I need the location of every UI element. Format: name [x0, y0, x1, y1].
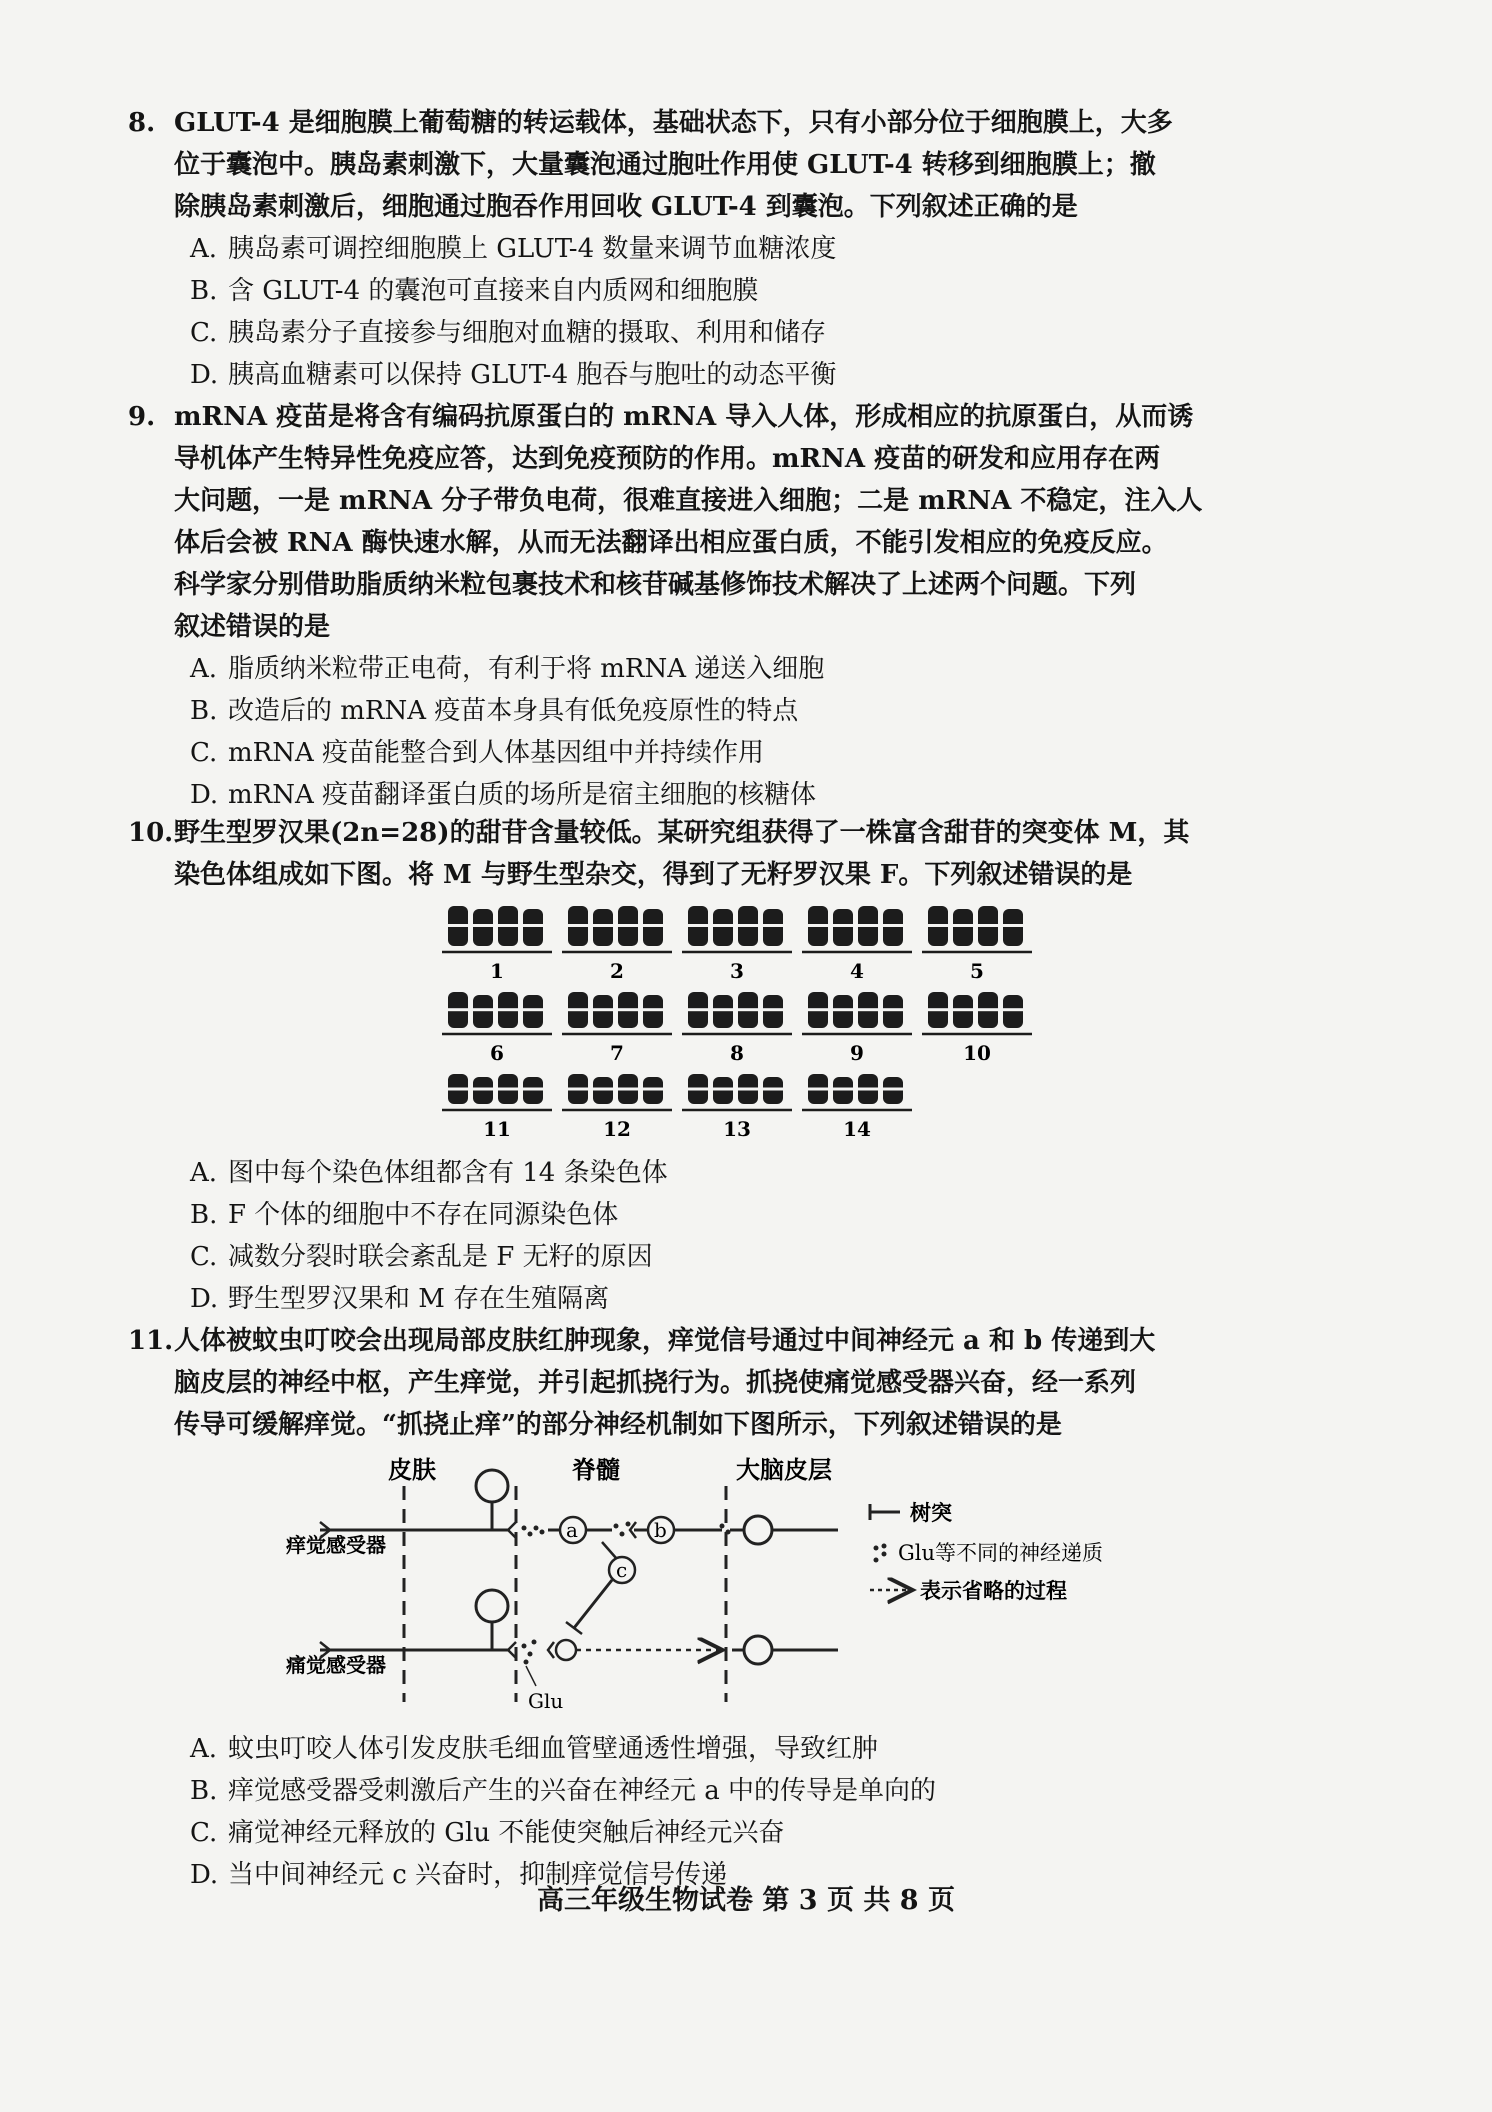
centromere	[447, 1008, 469, 1011]
centromere	[857, 1008, 879, 1011]
question-stem-line: 除胰岛素刺激后，细胞通过胞吞作用回收 GLUT-4 到囊泡。下列叙述正确的是	[174, 192, 1078, 222]
chromosome-number-label: 8	[730, 1041, 744, 1065]
centromere	[712, 1008, 734, 1011]
centromere	[567, 1008, 589, 1011]
centromere	[927, 1008, 949, 1011]
centromere	[952, 1008, 974, 1011]
option-d: D. 胰高血糖素可以保持 GLUT-4 胞吞与胞吐的动态平衡	[190, 360, 837, 390]
centromere	[882, 1088, 904, 1091]
axon-c-terminal	[566, 1622, 582, 1634]
question-stem-line: 脑皮层的神经中枢，产生痒觉，并引起抓挠行为。抓挠使痛觉感受器兴奋，经一系列	[174, 1368, 1137, 1398]
centromere	[762, 1088, 784, 1091]
centromere	[687, 1008, 709, 1011]
page-footer: 高三年级生物试卷 第 3 页 共 8 页	[537, 1885, 955, 1916]
centromere	[522, 924, 544, 927]
centromere	[1002, 924, 1024, 927]
chromosome-number-label: 5	[970, 959, 984, 983]
question-number: 11.	[128, 1326, 174, 1356]
terminal-icon	[508, 1522, 516, 1538]
chromosome	[643, 995, 663, 1028]
question-stem-line: 位于囊泡中。胰岛素刺激下，大量囊泡通过胞吐作用使 GLUT-4 转移到细胞膜上；撤	[174, 150, 1156, 180]
neuron-b-label: b	[654, 1518, 667, 1542]
centromere	[762, 1008, 784, 1011]
chromosome-group-3	[682, 906, 792, 983]
glu-pointer	[526, 1666, 536, 1686]
option-c: C. 痛觉神经元释放的 Glu 不能使突触后神经元兴奋	[190, 1818, 785, 1848]
chromosome-group-10	[922, 992, 1032, 1065]
question-10	[128, 812, 1308, 896]
chromosome-group-11	[442, 1074, 552, 1141]
question-stem-line: 叙述错误的是	[174, 612, 331, 642]
chromosome	[643, 909, 663, 946]
chromosome-number-label: 10	[963, 1041, 991, 1065]
option-b: B. F 个体的细胞中不存在同源染色体	[190, 1200, 619, 1230]
option-a: A. 脂质纳米粒带正电荷，有利于将 mRNA 递送入细胞	[190, 654, 825, 684]
chromosome-group-5	[922, 906, 1032, 983]
centromere	[807, 924, 829, 927]
itch-neuron-soma	[476, 1470, 508, 1502]
centromere	[497, 1088, 519, 1091]
chromosome	[953, 995, 973, 1028]
chromosome	[1003, 909, 1023, 946]
centromere	[977, 924, 999, 927]
question-11	[128, 1320, 1308, 1446]
option-d: D. 当中间神经元 c 兴奋时，抑制痒觉信号传递	[190, 1860, 728, 1890]
question-10-options	[128, 1152, 1308, 1320]
chromosome-group-7	[562, 992, 672, 1065]
centromere	[592, 1088, 614, 1091]
option-b: B. 痒觉感受器受刺激后产生的兴奋在神经元 a 中的传导是单向的	[190, 1776, 937, 1806]
question-stem-line: mRNA 疫苗是将含有编码抗原蛋白的 mRNA 导入人体，形成相应的抗原蛋白，从而诱	[174, 402, 1194, 432]
neuron-c-label: c	[616, 1558, 628, 1582]
centromere	[832, 924, 854, 927]
chromosome-group-6	[442, 992, 552, 1065]
option-a: A. 胰岛素可调控细胞膜上 GLUT-4 数量来调节血糖浓度	[190, 234, 837, 264]
spinal-pain-neuron	[556, 1640, 576, 1660]
axon-c	[574, 1580, 612, 1628]
chromosome	[593, 995, 613, 1028]
option-c: C. mRNA 疫苗能整合到人体基因组中并持续作用	[190, 738, 765, 768]
chromosome-group-1	[442, 906, 552, 983]
legend-omitted-process: 表示省略的过程	[920, 1578, 1067, 1603]
chromosome	[473, 909, 493, 946]
question-stem-line: 人体被蚊虫叮咬会出现局部皮肤红肿现象，痒觉信号通过中间神经元 a 和 b 传递到大	[174, 1326, 1156, 1356]
chromosome	[833, 909, 853, 946]
question-9	[128, 396, 1308, 816]
synapse-bracket	[548, 1642, 554, 1658]
centromere	[472, 924, 494, 927]
centromere	[712, 924, 734, 927]
centromere	[617, 924, 639, 927]
chromosome	[953, 909, 973, 946]
region-label-spinal-cord: 脊髓	[572, 1455, 620, 1484]
option-c: C. 胰岛素分子直接参与细胞对血糖的摄取、利用和储存	[190, 318, 827, 348]
chromosome-number-label: 13	[723, 1117, 751, 1141]
chromosome-number-label: 12	[603, 1117, 631, 1141]
question-stem-line: 染色体组成如下图。将 M 与野生型杂交，得到了无籽罗汉果 F。下列叙述错误的是	[174, 860, 1133, 890]
question-number: 8.	[128, 108, 156, 138]
pain-receptor-label: 痛觉感受器	[286, 1653, 386, 1677]
chromosome	[883, 995, 903, 1028]
chromosome-group-12	[562, 1074, 672, 1141]
centromere	[592, 1008, 614, 1011]
itch-receptor-label: 痒觉感受器	[286, 1533, 386, 1557]
question-stem-line: 野生型罗汉果(2n=28)的甜苷含量较低。某研究组获得了一株富含甜苷的突变体 M，其	[174, 818, 1190, 848]
centromere	[567, 924, 589, 927]
karyotype-figure	[420, 898, 1040, 1144]
centromere	[882, 924, 904, 927]
pain-neuron-soma	[476, 1590, 508, 1622]
centromere	[952, 924, 974, 927]
centromere	[522, 1008, 544, 1011]
centromere	[472, 1088, 494, 1091]
chromosome-number-label: 2	[610, 959, 624, 983]
neural-mechanism-diagram	[270, 1452, 1170, 1710]
chromosome-number-label: 9	[850, 1041, 864, 1065]
neuron-a-label: a	[566, 1518, 578, 1542]
centromere	[737, 1088, 759, 1091]
centromere	[472, 1008, 494, 1011]
question-stem-line: 导机体产生特异性免疫应答，达到免疫预防的作用。mRNA 疫苗的研发和应用存在两	[174, 444, 1161, 474]
cortex-neuron-itch	[744, 1516, 772, 1544]
question-number: 9.	[128, 402, 156, 432]
chromosome	[523, 995, 543, 1028]
centromere	[497, 1008, 519, 1011]
centromere	[832, 1008, 854, 1011]
centromere	[1002, 1008, 1024, 1011]
cortex-neuron-pain	[744, 1636, 772, 1664]
centromere	[857, 924, 879, 927]
centromere	[737, 924, 759, 927]
glu-label: Glu	[528, 1689, 564, 1710]
centromere	[522, 1088, 544, 1091]
centromere	[762, 924, 784, 927]
question-stem-line: GLUT-4 是细胞膜上葡萄糖的转运载体，基础状态下，只有小部分位于细胞膜上，大多	[174, 108, 1173, 138]
chromosome-group-8	[682, 992, 792, 1065]
chromosome-group-4	[802, 906, 912, 983]
chromosome-number-label: 14	[843, 1117, 871, 1141]
option-b: B. 含 GLUT-4 的囊泡可直接来自内质网和细胞膜	[190, 276, 759, 306]
centromere	[617, 1088, 639, 1091]
centromere	[447, 924, 469, 927]
chromosome-number-label: 7	[610, 1041, 624, 1065]
question-stem-line: 体后会被 RNA 酶快速水解，从而无法翻译出相应蛋白质，不能引发相应的免疫反应。	[174, 528, 1168, 558]
chromosome-group-2	[562, 906, 672, 983]
question-stem-line: 大问题，一是 mRNA 分子带负电荷，很难直接进入细胞；二是 mRNA 不稳定，注入人	[174, 486, 1203, 516]
chromosome-group-14	[802, 1074, 912, 1141]
centromere	[737, 1008, 759, 1011]
chromosome	[473, 995, 493, 1028]
centromere	[642, 1008, 664, 1011]
centromere	[497, 924, 519, 927]
centromere	[927, 924, 949, 927]
option-c: C. 减数分裂时联会紊乱是 F 无籽的原因	[190, 1242, 653, 1272]
option-b: B. 改造后的 mRNA 疫苗本身具有低免疫原性的特点	[190, 696, 799, 726]
chromosome	[1003, 995, 1023, 1028]
option-a: A. 蚊虫叮咬人体引发皮肤毛细血管壁通透性增强，导致红肿	[190, 1734, 879, 1764]
centromere	[882, 1008, 904, 1011]
chromosome	[593, 909, 613, 946]
legend-dendrite: 树突	[910, 1500, 952, 1525]
question-8	[128, 102, 1308, 396]
c-to-a-link	[602, 1542, 616, 1558]
centromere	[687, 924, 709, 927]
centromere	[617, 1008, 639, 1011]
centromere	[857, 1088, 879, 1091]
chromosome	[763, 995, 783, 1028]
chromosome	[523, 909, 543, 946]
centromere	[567, 1088, 589, 1091]
centromere	[832, 1088, 854, 1091]
option-d: D. 野生型罗汉果和 M 存在生殖隔离	[190, 1284, 610, 1314]
centromere	[687, 1088, 709, 1091]
chromosome	[833, 995, 853, 1028]
centromere	[807, 1088, 829, 1091]
centromere	[642, 1088, 664, 1091]
chromosome	[713, 995, 733, 1028]
option-a: A. 图中每个染色体组都含有 14 条染色体	[190, 1158, 668, 1188]
chromosome-group-13	[682, 1074, 792, 1141]
centromere	[592, 924, 614, 927]
chromosome	[883, 909, 903, 946]
question-number: 10.	[128, 818, 174, 848]
neurotransmitter-dots	[522, 1640, 537, 1665]
chromosome-number-label: 11	[483, 1117, 511, 1141]
centromere	[642, 924, 664, 927]
chromosome-number-label: 4	[850, 959, 864, 983]
chromosome	[713, 909, 733, 946]
neurotransmitter-dots	[614, 1522, 631, 1537]
region-label-cortex: 大脑皮层	[736, 1455, 832, 1484]
chromosome-number-label: 6	[490, 1041, 504, 1065]
legend	[870, 1500, 1103, 1603]
region-label-skin: 皮肤	[388, 1455, 436, 1484]
chromosome	[763, 909, 783, 946]
centromere	[977, 1008, 999, 1011]
question-stem-line: 传导可缓解痒觉。“抓挠止痒”的部分神经机制如下图所示，下列叙述错误的是	[174, 1410, 1062, 1440]
chromosome-number-label: 1	[490, 959, 504, 983]
chromosome-group-9	[802, 992, 912, 1065]
question-stem-line: 科学家分别借助脂质纳米粒包裹技术和核苷碱基修饰技术解决了上述两个问题。下列	[174, 570, 1137, 600]
chromosome-number-label: 3	[730, 959, 744, 983]
option-d: D. mRNA 疫苗翻译蛋白质的场所是宿主细胞的核糖体	[190, 780, 817, 810]
legend-neurotransmitter: Glu等不同的神经递质	[898, 1541, 1104, 1565]
neurotransmitter-dots	[522, 1526, 545, 1537]
question-11-options	[128, 1728, 1308, 1896]
centromere	[807, 1008, 829, 1011]
centromere	[712, 1088, 734, 1091]
centromere	[447, 1088, 469, 1091]
